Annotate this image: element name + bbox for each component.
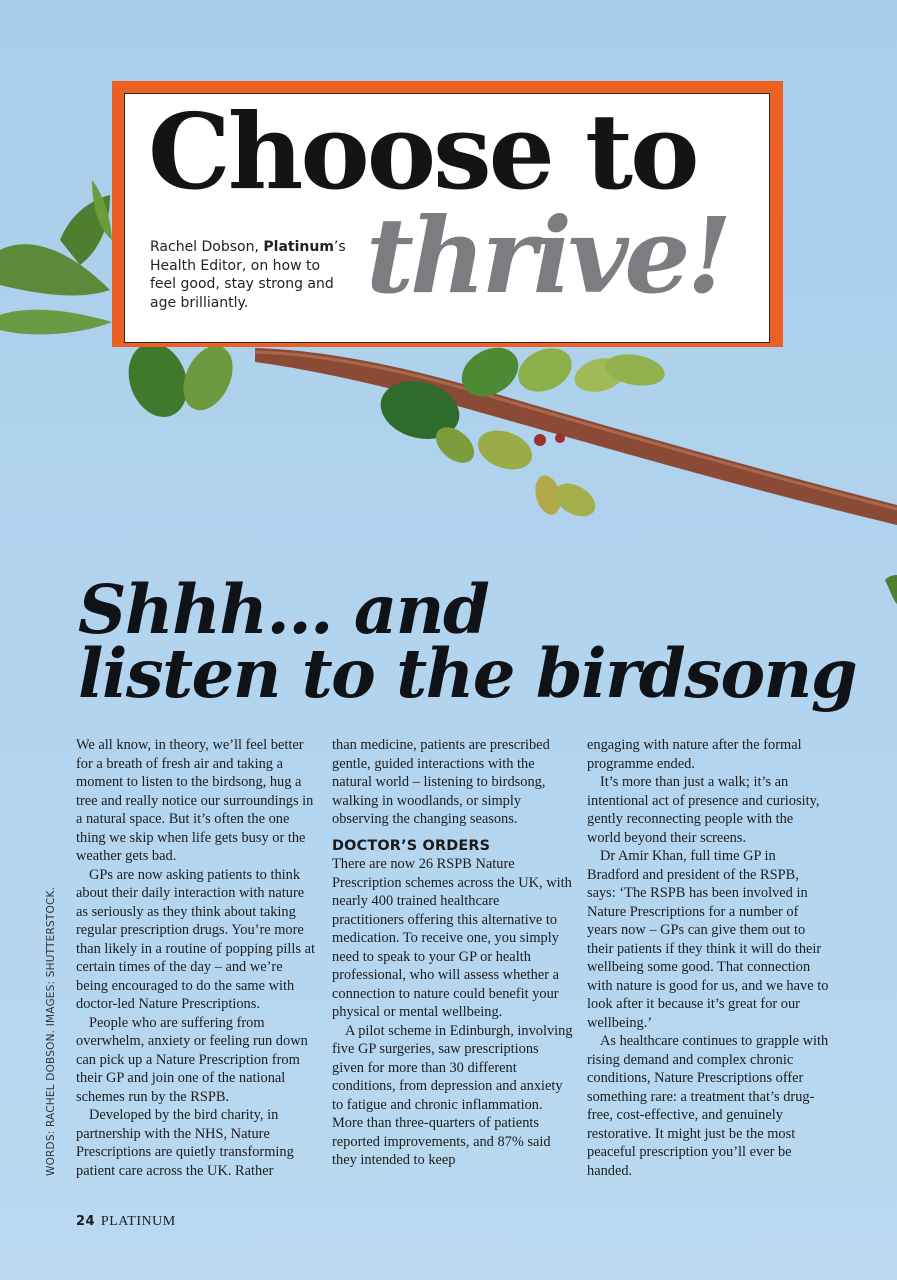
magazine-name: PLATINUM — [100, 1214, 176, 1229]
article-column-2 — [332, 736, 574, 1170]
paragraph: People who are suffering from overwhelm, anxiety or feeling run down can pick up a Nature Prescription from their GP and join one of the national schemes run by the RSPB. — [76, 1014, 308, 1105]
page-footer — [76, 1214, 176, 1230]
page-number: 24 — [76, 1214, 95, 1229]
headline-line-1: Shhh... and — [78, 570, 489, 649]
paragraph: engaging with nature after the formal programme ended. — [587, 737, 802, 772]
paragraph: It’s more than just a walk; it’s an intentional act of presence and curiosity, gently reconnecting people with the world beyond their screens. — [587, 774, 820, 846]
paragraph: There are now 26 RSPB Nature Prescription schemes across the UK, with nearly 400 trained healthcare practitioners offering this alternative to medication. To receive one, you simply need to speak to your GP or health professional, who will assess whether a connection to nature could benefit your physical or mental wellbeing. — [332, 856, 572, 1020]
headline-line-2: listen to the birdsong — [78, 634, 857, 713]
standfirst-author: Rachel Dobson, — [150, 239, 264, 255]
standfirst-brand: Platinum — [263, 239, 334, 255]
photo-credit: WORDS: RACHEL DOBSON. IMAGES: SHUTTERSTOCK. — [45, 886, 57, 1176]
page-title: Choose to — [148, 90, 697, 213]
paragraph: than medicine, patients are prescribed gentle, guided interactions with the natural world – listening to birdsong, walking in woodlands, or simply observing the changing seasons. — [332, 737, 550, 827]
page-title-accent: thrive! — [366, 194, 729, 317]
paragraph: Dr Amir Khan, full time GP in Bradford and president of the RSPB, says: ‘The RSPB has been involved in Nature Prescriptions for a number of years now – GPs can give them out to their patients if they think it will do their wellbeing some good. That connection with nature is good for us, and we have to look after it because it’s great for our wellbeing.’ — [587, 848, 829, 1031]
article-column-3 — [587, 736, 829, 1180]
standfirst-text: ’s Health Editor, on how to feel good, stay strong and age brilliantly. — [150, 239, 346, 311]
paragraph: Developed by the bird charity, in partnership with the NHS, Nature Prescriptions are quietly transforming patient care across the UK. Rather — [76, 1107, 294, 1179]
paragraph: A pilot scheme in Edinburgh, involving five GP surgeries, saw prescriptions given for more than 30 different conditions, from depression and anxiety to fatigue and chronic inflammation. More than three-quarters of patients reported improvements, and 87% said they intended to keep — [332, 1022, 573, 1168]
paragraph: As healthcare continues to grapple with rising demand and complex chronic conditions, Nature Prescriptions offer something rare: a treatment that’s drug-free, cost-effective, and genuinely restorative. It might just be the most peaceful prescription you’ll ever be handed. — [587, 1033, 829, 1179]
standfirst — [150, 238, 350, 312]
article-column-1 — [76, 736, 318, 1180]
subheading: DOCTOR’S ORDERS — [332, 837, 491, 854]
paragraph: GPs are now asking patients to think about their daily interaction with nature as seriously as they think about taking regular prescription drugs. You’re more than likely in a routine of popping pills at certain times of the day – and we’re being encouraged to do the same with doctor-led Nature Prescriptions. — [76, 866, 316, 1012]
paragraph: We all know, in theory, we’ll feel better for a breath of fresh air and taking a moment to listen to the birdsong, hug a tree and really notice our surroundings in a natural space. But it’s often the one thing we skip when life gets busy or the weather gets bad. — [76, 737, 314, 864]
article-headline — [78, 570, 878, 713]
